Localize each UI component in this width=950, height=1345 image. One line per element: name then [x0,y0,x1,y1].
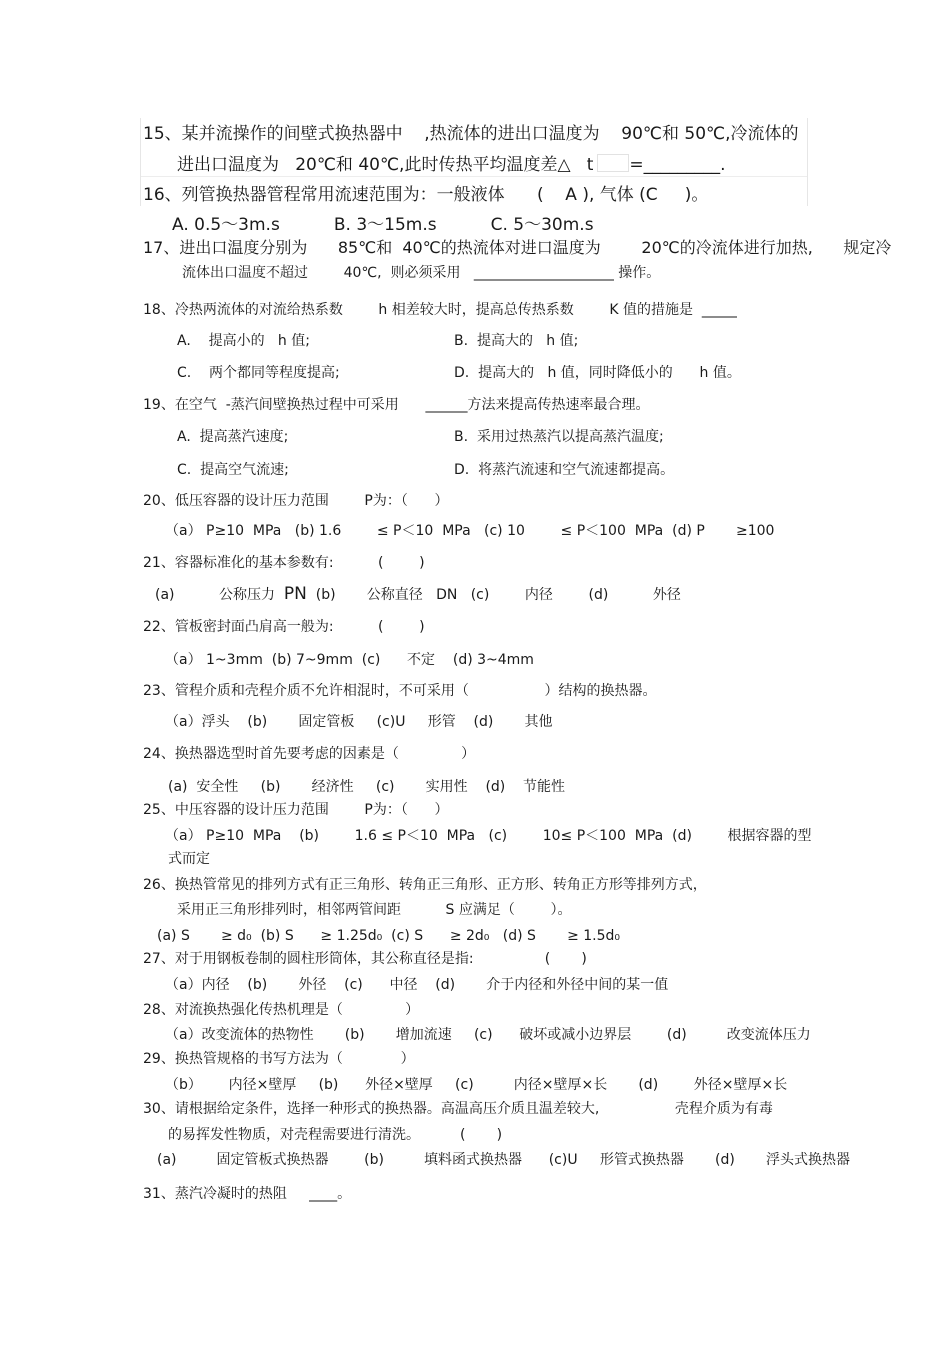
q23-options: （a）浮头 (b) 固定管板 (c)U 形管 (d) 其他 [165,714,553,730]
q18-line: 18、冷热两流体的对流给热系数 h 相差较大时，提高总传热系数 K 值的措施是 _____ [143,302,737,318]
q22-options: （a） 1~3mm (b) 7~9mm (c) 不定 (d) 3~4mm [165,652,534,668]
q18-option-a: A. 提高小的 h 值; [177,333,310,349]
q24-options: (a) 安全性 (b) 经济性 (c) 实用性 (d) 节能性 [168,779,566,795]
q15-line1: 15、某并流操作的间壁式换热器中 ,热流体的进出口温度为 90℃和 50℃,冷流体的 [143,124,799,144]
q24-line: 24、换热器选型时首先要考虑的因素是（ ） [143,746,476,762]
q28-options: （a）改变流体的热物性 (b) 增加流速 (c) 破坏或减小边界层 (d) 改变流体压力 [165,1027,811,1043]
q19-line: 19、在空气 -蒸汽间壁换热过程中可采用 ______方法来提高传热速率最合理。 [143,397,650,413]
q18-option-c: C. 两个都同等程度提高; [177,365,340,381]
q15-line2 [177,154,726,176]
q25-options-cont: 式而定 [168,851,210,867]
q21-line: 21、容器标准化的基本参数有: ( ) [143,555,425,571]
q21-options-pre: (a) 公称压力 [155,587,284,603]
q21-options-post: (b) 公称直径 DN (c) 内径 (d) 外径 [306,587,681,603]
q19-option-d: D. 将蒸汽流速和空气流速都提高。 [454,462,675,478]
q27-options: （a）内径 (b) 外径 (c) 中径 (d) 介于内径和外径中间的某一值 [165,977,669,993]
q17-line1: 17、进出口温度分别为 85℃和 40℃的热流体对进口温度为 20℃的冷流体进行加热, 规定冷 [143,238,892,257]
q30-line2: 的易挥发性物质，对壳程需要进行清洗。 ( ) [168,1127,503,1143]
q21-options-pn: PN [283,584,307,604]
q30-line1: 30、请根据给定条件，选择一种形式的换热器。高温高压介质且温差较大, 壳程介质为有毒 [143,1101,773,1117]
q20-line: 20、低压容器的设计压力范围 P为：（ ） [143,493,449,509]
q15-line2-tail: =_________. [629,155,726,175]
q19-option-b: B. 采用过热蒸汽以提高蒸汽温度; [454,429,664,445]
q29-options: （b） 内径×壁厚 (b) 外径×壁厚 (c) 内径×壁厚×长 (d) 外径×壁厚×长 [165,1077,788,1093]
q22-line: 22、管板密封面凸肩高一般为: ( ) [143,619,425,635]
q18-option-d: D. 提高大的 h 值，同时降低小的 h 值。 [454,365,741,381]
q26-line2: 采用正三角形排列时，相邻两管间距 S 应满足（ ）。 [177,902,572,918]
q16-line: 16、列管换热器管程常用流速范围为：一般液体 ( A ), 气体 (C )。 [143,185,709,205]
q25-line: 25、中压容器的设计压力范围 P为：（ ） [143,802,449,818]
q16-options: A. 0.5～3m.s B. 3～15m.s C. 5～30m.s [172,215,594,235]
q30-options: (a) 固定管板式换热器 (b) 填料函式换热器 (c)U 形管式换热器 (d) 浮头式换热器 [157,1152,850,1168]
q15-line2-text: 进出口温度为 20℃和 40℃,此时传热平均温度差△ t [177,155,594,175]
q19-option-a: A. 提高蒸汽速度; [177,429,289,445]
q28-line: 28、对流换热强化传热机理是（ ） [143,1002,420,1018]
q20-options: （a） P≥10 MPa (b) 1.6 ≤ P＜10 MPa (c) 10 ≤ P＜100 MPa (d) P ≥100 [165,523,775,539]
q27-line: 27、对于用钢板卷制的圆柱形筒体，其公称直径是指: ( ) [143,951,587,967]
q31-line: 31、蒸汽冷凝时的热阻 ____。 [143,1186,352,1202]
q23-line: 23、管程介质和壳程介质不允许相混时，不可采用（ ）结构的换热器。 [143,683,657,699]
q26-options: (a) S ≥ d₀ (b) S ≥ 1.25d₀ (c) S ≥ 2d₀ (d) S ≥ 1.5d₀ [157,928,621,944]
blank-box [597,154,629,172]
q25-options: （a） P≥10 MPa (b) 1.6 ≤ P＜10 MPa (c) 10≤ P＜100 MPa (d) 根据容器的型 [165,828,812,844]
q26-line1: 26、换热管常见的排列方式有正三角形、转角正三角形、正方形、转角正方形等排列方式， [143,877,707,893]
q29-line: 29、换热管规格的书写方法为（ ） [143,1051,415,1067]
q21-options [155,585,681,604]
q17-line2: 流体出口温度不超过 40℃, 则必须采用 ____________________ 操作。 [182,265,661,281]
q18-option-b: B. 提高大的 h 值; [454,333,579,349]
q19-option-c: C. 提高空气流速; [177,462,289,478]
